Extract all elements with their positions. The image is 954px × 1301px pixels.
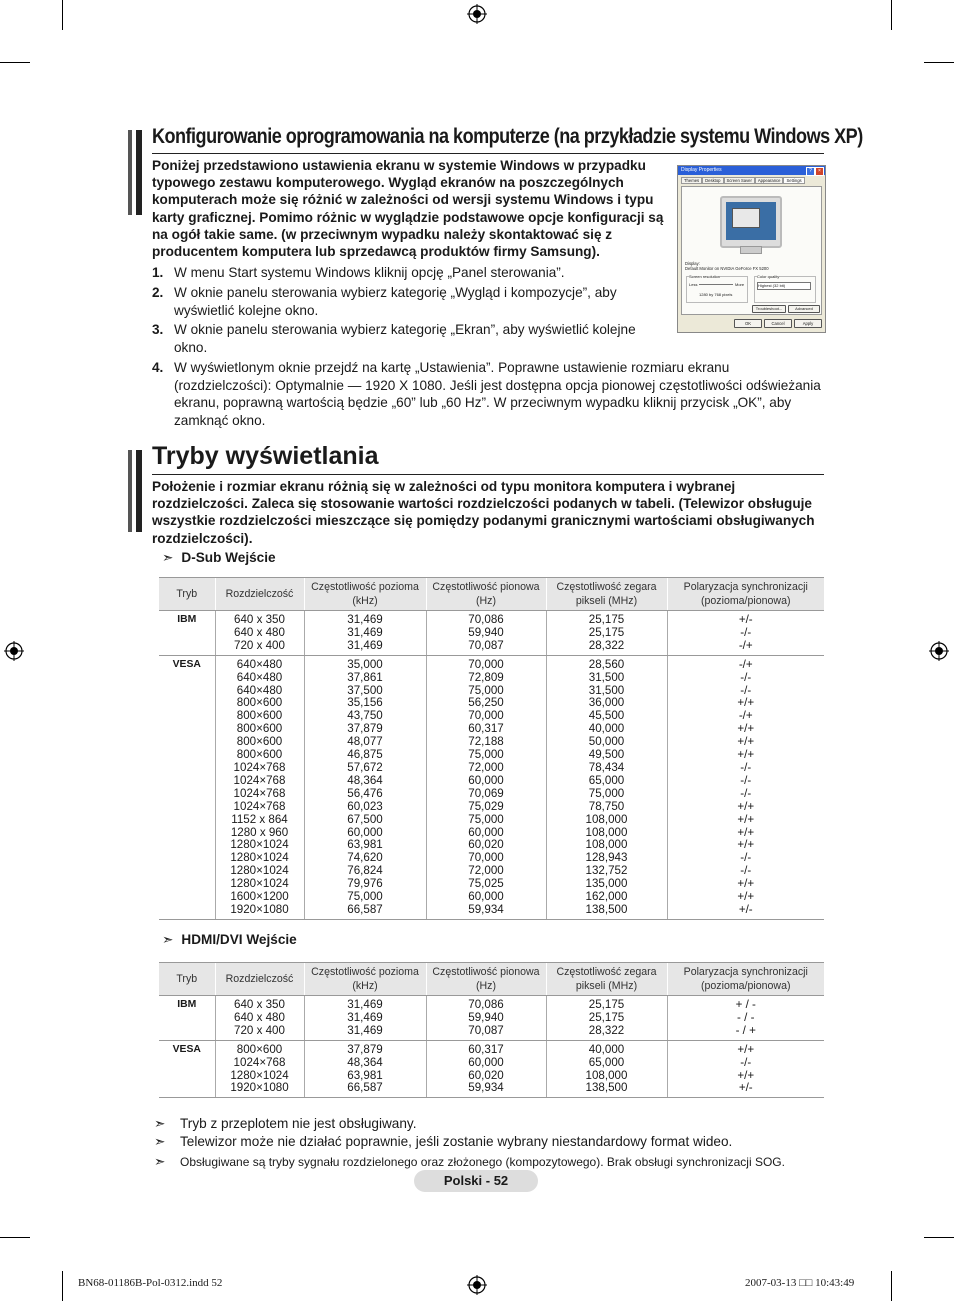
cell-value: -/+	[738, 657, 753, 671]
cell-value: 108,000	[585, 825, 628, 839]
step-text: W menu Start systemu Windows kliknij opcję „Panel sterowania”.	[174, 265, 565, 280]
cell-value: 1920×1080	[230, 902, 289, 916]
vfreq-cell	[426, 655, 546, 919]
clock-cell	[546, 655, 667, 919]
table-row	[159, 655, 824, 919]
mode-cell: VESA	[159, 655, 215, 919]
step-number: 3.	[152, 322, 164, 337]
crop-mark	[924, 62, 954, 63]
cell-value: 75,000	[468, 683, 504, 697]
cell-value: 60,020	[468, 838, 504, 852]
cell-value: 1152 x 864	[231, 812, 288, 826]
arrow-icon: ➣	[162, 550, 174, 565]
tab-desktop[interactable]: Desktop	[702, 177, 723, 184]
resolution-value: 1280 by 768 pixels	[699, 292, 733, 297]
cell-value: 66,587	[347, 1081, 383, 1095]
cell-value: -/-	[740, 864, 752, 878]
arrow-icon: ➣	[154, 1134, 166, 1149]
cell-value: 78,750	[588, 799, 625, 813]
section-marker	[128, 130, 132, 215]
cell-value: 59,934	[468, 1081, 504, 1095]
vfreq-cell	[426, 996, 546, 1041]
cell-value: 63,981	[347, 1068, 383, 1082]
cell-value: 28,322	[588, 638, 625, 652]
cell-value: 1280×1024	[230, 838, 289, 852]
cell-value: 72,188	[468, 735, 504, 749]
cell-value: 28,322	[588, 1023, 625, 1037]
arrow-icon: ➣	[154, 1154, 166, 1169]
note-text: Obsługiwane są tryby sygnału rozdzielonego oraz złożonego (kompozytowego). Brak obsługi synchronizacji SOG.	[180, 1155, 785, 1169]
tab-screen-saver[interactable]: Screen Saver	[724, 177, 755, 184]
cell-value: +/+	[737, 735, 755, 749]
tab-themes[interactable]: Themes	[681, 177, 702, 184]
cell-value: 60,000	[468, 1055, 504, 1069]
close-icon[interactable]: ×	[815, 167, 824, 176]
display-value: Default Monitor on NVIDIA GeForce FX 5200	[685, 266, 769, 271]
cell-value: 72,809	[468, 670, 504, 684]
cell-value: 108,000	[585, 838, 628, 852]
crop-mark	[62, 1271, 63, 1301]
vfreq-cell	[426, 1040, 546, 1098]
step-text: W oknie panelu sterowania wybierz kategorię „Ekran”, aby wyświetlić kolejne okno.	[174, 322, 636, 355]
cell-value: 1024×768	[233, 799, 286, 813]
crop-mark	[924, 1237, 954, 1238]
cell-value: 1024×768	[233, 773, 286, 787]
cell-value: 800×600	[236, 748, 283, 762]
note-item	[154, 1154, 785, 1170]
cell-value: +/+	[737, 722, 755, 736]
cell-value: 640 x 480	[234, 625, 285, 639]
cell-value: 50,000	[588, 735, 625, 749]
hdmi-table	[159, 962, 824, 1098]
cell-value: 40,000	[588, 722, 625, 736]
cell-value: 60,000	[468, 773, 504, 787]
arrow-icon: ➣	[154, 1116, 166, 1131]
clock-cell	[546, 996, 667, 1041]
table-row	[159, 611, 824, 656]
advanced-button[interactable]: Advanced	[788, 305, 820, 313]
hfreq-cell	[304, 655, 426, 919]
cell-value: 31,469	[347, 613, 383, 626]
res-cell	[215, 996, 304, 1041]
cell-value: 72,000	[468, 864, 504, 878]
less-label: Less	[689, 282, 698, 287]
footer-timestamp: 2007-03-13 □□ 10:43:49	[745, 1277, 855, 1289]
cell-value: 60,000	[468, 825, 504, 839]
cell-value: 74,620	[347, 851, 383, 865]
vfreq-cell	[426, 611, 546, 656]
cell-value: +/-	[738, 613, 753, 626]
cell-value: 46,875	[347, 748, 383, 762]
step-number: 1.	[152, 265, 164, 280]
monitor-preview	[720, 196, 782, 248]
step-text: W wyświetlonym oknie przejdź na kartę „Ustawienia”. Poprawne ustawienie rozmiaru ekranu (rozdzielczości): Optymalnie — 1920 X 1080. Jeśli jest dostępna opcja pionowej częstotliwości odświeżania ekranu, poprawną wartością będzie „60” lub „60 Hz”. W przeciwnym wypadku kliknij przycisk „OK”, aby zamknąć okno.	[174, 360, 821, 428]
help-icon[interactable]: ?	[806, 167, 815, 176]
cell-value: -/-	[740, 1055, 752, 1069]
step-item	[152, 359, 824, 429]
step-item	[152, 284, 657, 319]
col-header: Częstotliwość zegara pikseli (MHz)	[546, 578, 667, 611]
cell-value: 65,000	[588, 773, 625, 787]
cell-value: +/+	[737, 890, 755, 904]
cell-value: -/-	[740, 625, 752, 639]
cell-value: 60,317	[468, 722, 504, 736]
cell-value: +/+	[737, 1068, 755, 1082]
cell-value: 70,087	[468, 638, 504, 652]
section-intro: Poniżej przedstawiono ustawienia ekranu w systemie Windows w przypadku typowego zestawu komputerowego. Wygląd ekranów na poszczególnych komputerach może się różnić w zależności od wersji systemu Windows i typu karty graficznej. Pomimo różnic w wyglądzie podstawowe opcje konfiguracji są na ogół takie same. (w przeciwnym wypadku należy skontaktować się z producentem komputera lub sprzedawcą produktów firmy Samsung).	[152, 158, 664, 260]
cell-value: 78,434	[588, 760, 625, 774]
cell-value: 43,750	[347, 709, 383, 723]
cell-value: 720 x 400	[234, 1023, 285, 1037]
cell-value: 45,500	[588, 709, 625, 723]
cell-value: 138,500	[585, 1081, 628, 1095]
cell-value: 640×480	[236, 683, 283, 697]
cell-value: 800×600	[236, 722, 283, 736]
color-select[interactable]: Highest (32 bit)	[757, 282, 811, 290]
dsub-heading	[162, 550, 276, 566]
hfreq-cell	[304, 1040, 426, 1098]
cell-value: 49,500	[588, 748, 625, 762]
col-header: Polaryzacja synchronizacji (pozioma/pionowa)	[667, 963, 824, 996]
cell-value: 1280 x 960	[230, 825, 289, 839]
hdmi-label: HDMI/DVI Wejście	[181, 932, 297, 947]
cell-value: 37,861	[347, 670, 383, 684]
cell-value: 79,976	[347, 877, 383, 891]
section-marker	[136, 130, 142, 215]
table-row	[159, 1040, 824, 1098]
section-rule	[152, 153, 824, 154]
cell-value: 31,469	[347, 638, 383, 652]
cell-value: 1600×1200	[230, 890, 289, 904]
cell-value: 108,000	[585, 812, 628, 826]
resolution-label: Screen resolution	[689, 274, 721, 279]
cell-value: 132,752	[585, 864, 628, 878]
cell-value: 128,943	[585, 851, 628, 865]
cell-value: -/+	[738, 709, 753, 723]
cell-value: 1024×768	[233, 1055, 286, 1069]
cell-value: 70,086	[468, 998, 504, 1011]
step-number: 2.	[152, 285, 164, 300]
registration-mark-icon	[467, 4, 487, 24]
arrow-icon: ➣	[162, 932, 174, 947]
cell-value: 60,317	[468, 1042, 504, 1056]
hdmi-heading	[162, 932, 297, 948]
pol-cell	[667, 611, 824, 656]
cell-value: 56,250	[468, 696, 504, 710]
note-text: Telewizor może nie działać poprawnie, jeśli zostanie wybrany niestandardowy format wideo.	[180, 1134, 733, 1149]
cell-value: +/+	[737, 838, 755, 852]
cell-value: 75,000	[588, 786, 625, 800]
hfreq-cell	[304, 996, 426, 1041]
res-cell	[215, 655, 304, 919]
col-header: Częstotliwość pozioma (kHz)	[304, 963, 426, 996]
footer-file: BN68-01186B-Pol-0312.indd 52	[78, 1277, 223, 1289]
cell-value: 70,000	[468, 709, 504, 723]
cell-value: 800×600	[236, 1042, 283, 1056]
cell-value: 640 x 350	[234, 613, 285, 626]
cell-value: +/+	[737, 1042, 755, 1056]
dialog-tabs	[681, 178, 805, 183]
cell-value: 31,469	[347, 625, 383, 639]
mode-cell: VESA	[159, 1040, 215, 1098]
cell-value: 108,000	[585, 1068, 628, 1082]
display-properties-dialog	[677, 165, 826, 333]
col-header: Częstotliwość pionowa (Hz)	[426, 578, 546, 611]
cell-value: 67,500	[347, 812, 383, 826]
cell-value: 800×600	[236, 735, 283, 749]
cell-value: 65,000	[588, 1055, 625, 1069]
clock-cell	[546, 1040, 667, 1098]
cell-value: 135,000	[585, 877, 628, 891]
cell-value: 1280×1024	[230, 1068, 289, 1082]
step-text: W oknie panelu sterowania wybierz kategorię „Wygląd i kompozycje”, aby wyświetlić kolejne okno.	[174, 285, 617, 318]
cell-value: 35,000	[347, 657, 383, 671]
cell-value: -/-	[740, 683, 752, 697]
cell-value: 640 x 480	[234, 1010, 285, 1024]
cell-value: 31,500	[588, 683, 625, 697]
cell-value: 75,000	[468, 748, 504, 762]
step-item	[152, 264, 662, 282]
cell-value: 31,469	[347, 1023, 383, 1037]
cell-value: 25,175	[588, 625, 625, 639]
section-marker	[136, 450, 142, 532]
dsub-table	[159, 577, 824, 920]
section-marker	[128, 450, 132, 532]
cell-value: 25,175	[588, 998, 625, 1011]
more-label: More	[735, 282, 745, 287]
cell-value: -/-	[740, 760, 752, 774]
cell-value: -/-	[740, 670, 752, 684]
cell-value: 37,500	[347, 683, 383, 697]
cell-value: 25,175	[588, 613, 625, 626]
note-item	[154, 1134, 732, 1150]
cell-value: -/-	[740, 786, 752, 800]
cancel-button[interactable]: Cancel	[764, 319, 792, 328]
mode-cell: IBM	[159, 611, 215, 656]
cell-value: 800×600	[236, 696, 283, 710]
cell-value: + / -	[735, 998, 756, 1011]
note-item	[154, 1116, 416, 1132]
cell-value: -/-	[740, 773, 752, 787]
cell-value: 70,000	[468, 851, 504, 865]
cell-value: 40,000	[588, 1042, 625, 1056]
pol-cell	[667, 655, 824, 919]
section-title: Tryby wyświetlania	[152, 442, 379, 470]
cell-value: 35,156	[347, 696, 383, 710]
res-cell	[215, 611, 304, 656]
dsub-label: D-Sub Wejście	[181, 550, 276, 565]
step-item	[152, 321, 657, 356]
cell-value: 66,587	[347, 902, 383, 916]
cell-value: 1280×1024	[230, 851, 289, 865]
col-header: Tryb	[159, 578, 215, 611]
cell-value: +/+	[737, 877, 755, 891]
clock-cell	[546, 611, 667, 656]
cell-value: 31,469	[347, 998, 383, 1011]
cell-value: 56,476	[347, 786, 383, 800]
cell-value: - / +	[735, 1023, 756, 1037]
cell-value: 1280×1024	[230, 877, 289, 891]
col-header: Częstotliwość pionowa (Hz)	[426, 963, 546, 996]
cell-value: +/-	[738, 902, 753, 916]
cell-value: 76,824	[347, 864, 383, 878]
monitor-stand	[740, 246, 762, 254]
apply-button[interactable]: Apply	[794, 319, 822, 328]
registration-mark-icon	[467, 1275, 487, 1295]
cell-value: 640×480	[236, 657, 283, 671]
step-number: 4.	[152, 360, 164, 375]
cell-value: +/+	[737, 825, 755, 839]
cell-value: 36,000	[588, 696, 625, 710]
cell-value: 48,077	[347, 735, 383, 749]
cell-value: 1920×1080	[230, 1081, 289, 1095]
cell-value: 1024×768	[233, 760, 286, 774]
cell-value: 25,175	[588, 1010, 625, 1024]
page-number: Polski - 52	[414, 1170, 538, 1192]
crop-mark	[0, 1237, 30, 1238]
display-label: Display:	[685, 261, 700, 266]
col-header: Częstotliwość zegara pikseli (MHz)	[546, 963, 667, 996]
cell-value: 800×600	[236, 709, 283, 723]
cell-value: 37,879	[347, 722, 383, 736]
cell-value: 60,000	[347, 825, 383, 839]
cell-value: 28,560	[588, 657, 625, 671]
cell-value: 59,934	[468, 902, 504, 916]
cell-value: 59,940	[468, 1010, 504, 1024]
cell-value: 75,000	[468, 812, 504, 826]
registration-mark-icon	[929, 641, 949, 661]
cell-value: 63,981	[347, 838, 383, 852]
cell-value: 48,364	[347, 1055, 383, 1069]
crop-mark	[891, 1271, 892, 1301]
cell-value: 31,500	[588, 670, 625, 684]
section-rule	[152, 474, 824, 475]
cell-value: 75,029	[468, 799, 504, 813]
color-group	[754, 276, 816, 303]
crop-mark	[0, 62, 30, 63]
color-label: Color quality	[757, 274, 780, 279]
cell-value: 1024×768	[233, 786, 286, 800]
cell-value: 59,940	[468, 625, 504, 639]
pol-cell	[667, 996, 824, 1041]
crop-mark	[62, 0, 63, 30]
cell-value: +/+	[737, 748, 755, 762]
resolution-group	[686, 276, 748, 303]
cell-value: +/-	[738, 1081, 753, 1095]
col-header: Polaryzacja synchronizacji (pozioma/pionowa)	[667, 578, 824, 611]
cell-value: 57,672	[347, 760, 383, 774]
col-header: Tryb	[159, 963, 215, 996]
note-text: Tryb z przeplotem nie jest obsługiwany.	[180, 1116, 417, 1131]
cell-value: 75,025	[468, 877, 504, 891]
dialog-title: Display Properties	[681, 167, 722, 173]
cell-value: 70,069	[468, 786, 504, 800]
dialog-titlebar	[678, 166, 825, 175]
cell-value: 640 x 350	[234, 998, 285, 1011]
registration-mark-icon	[4, 641, 24, 661]
cell-value: 48,364	[347, 773, 383, 787]
cell-value: 70,087	[468, 1023, 504, 1037]
cell-value: 37,879	[347, 1042, 383, 1056]
cell-value: 60,000	[468, 890, 504, 904]
cell-value: 720 x 400	[234, 638, 285, 652]
col-header: Częstotliwość pozioma (kHz)	[304, 578, 426, 611]
cell-value: 1280×1024	[230, 864, 289, 878]
cell-value: 75,000	[347, 890, 383, 904]
cell-value: 640×480	[236, 670, 283, 684]
troubleshoot-button[interactable]: Troubleshoot...	[752, 305, 786, 313]
resolution-slider[interactable]	[699, 284, 733, 285]
cell-value: 31,469	[347, 1010, 383, 1024]
tab-settings[interactable]: Settings	[783, 177, 804, 184]
cell-value: -/-	[740, 851, 752, 865]
section-intro: Położenie i rozmiar ekranu różnią się w zależności od typu monitora komputera i wybranej rozdzielczości. Zaleca się stosowanie wartości rozdzielczości podanych w tabeli. (Telewizor obsługuje wszystkie rozdzielczości mieszczące się pomiędzy podanymi granicznymi wartościami obsługiwanych rozdzielczości).	[152, 479, 815, 546]
ok-button[interactable]: OK	[734, 319, 762, 328]
monitor-window	[732, 208, 760, 228]
tab-appearance[interactable]: Appearance	[755, 177, 784, 184]
res-cell	[215, 1040, 304, 1098]
cell-value: 60,020	[468, 1068, 504, 1082]
cell-value: 60,023	[347, 799, 383, 813]
cell-value: - / -	[737, 1010, 755, 1024]
cell-value: 72,000	[468, 760, 504, 774]
cell-value: 138,500	[585, 902, 628, 916]
col-header: Rozdzielczość	[215, 578, 304, 611]
cell-value: 70,000	[468, 657, 504, 671]
cell-value: 162,000	[585, 890, 628, 904]
hfreq-cell	[304, 611, 426, 656]
crop-mark	[891, 0, 892, 30]
cell-value: +/+	[737, 696, 755, 710]
section-title: Konfigurowanie oprogramowania na komputerze (na przykładzie systemu Windows XP)	[152, 125, 863, 148]
cell-value: 70,086	[468, 613, 504, 626]
cell-value: +/+	[737, 799, 755, 813]
cell-value: -/+	[738, 638, 753, 652]
col-header: Rozdzielczość	[215, 963, 304, 996]
pol-cell	[667, 1040, 824, 1098]
mode-cell: IBM	[159, 996, 215, 1041]
table-row	[159, 996, 824, 1041]
cell-value: +/+	[737, 812, 755, 826]
